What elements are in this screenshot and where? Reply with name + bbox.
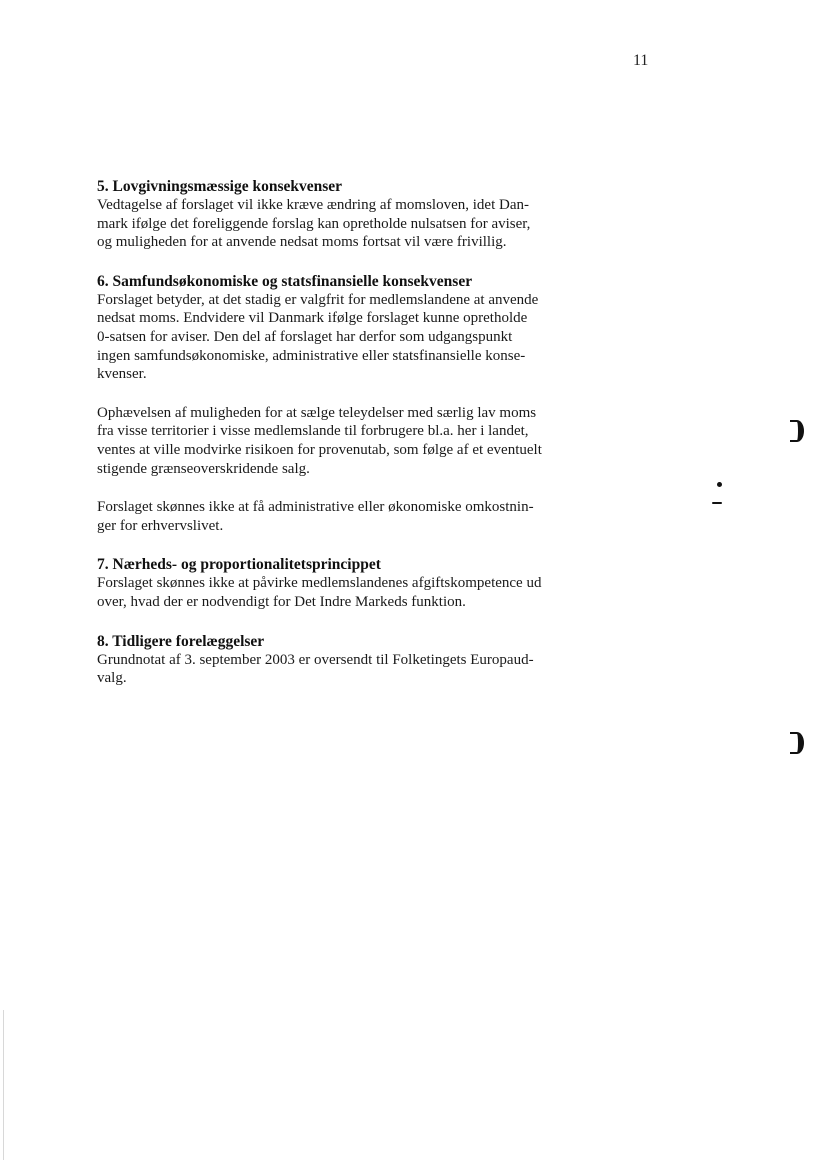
text-line: Forslaget betyder, at det stadig er valgfrit for medlemslandene at anvende xyxy=(97,291,539,308)
paragraph-telecom-services xyxy=(97,404,627,478)
punch-hole-mark-upper xyxy=(790,420,804,442)
text-line: valg. xyxy=(97,670,127,687)
scan-dot-mark xyxy=(717,482,722,487)
section-text xyxy=(97,291,627,384)
section-legislative-consequences xyxy=(97,177,627,252)
text-line: fra visse territorier i visse medlemslande til forbrugere bl.a. her i landet, xyxy=(97,423,529,440)
section-subsidiarity xyxy=(97,555,627,611)
paragraph-text xyxy=(97,498,627,535)
section-heading: 6. Samfundsøkonomiske og statsfinansielle konsekvenser xyxy=(97,272,473,290)
text-line: Ophævelsen af muligheden for at sælge teleydelser med særlig lav moms xyxy=(97,404,537,421)
section-previous-submissions xyxy=(97,632,627,688)
text-line: over, hvad der er nodvendigt for Det Indre Markeds funktion. xyxy=(97,593,466,610)
text-line: 0-satsen for aviser. Den del af forslaget har derfor som udgangspunkt xyxy=(97,328,513,345)
text-line: ger for erhvervslivet. xyxy=(97,517,224,534)
text-line: Forslaget skønnes ikke at få administrative eller økonomiske omkostnin- xyxy=(97,499,534,516)
text-line: Forslaget skønnes ikke at påvirke medlemslandenes afgiftskompetence ud xyxy=(97,575,542,592)
document-body xyxy=(97,177,627,708)
text-line: Grundnotat af 3. september 2003 er oversendt til Folketingets Europaud- xyxy=(97,651,534,668)
text-line: ingen samfundsøkonomiske, administrative eller statsfinansielle konse- xyxy=(97,347,526,364)
paragraph-business-costs xyxy=(97,498,627,535)
scan-dash-mark xyxy=(712,502,722,504)
text-line: mark ifølge det foreliggende forslag kan opretholde nulsatsen for aviser, xyxy=(97,215,531,232)
paragraph-text xyxy=(97,404,627,478)
section-heading: 5. Lovgivningsmæssige konsekvenser xyxy=(97,178,343,195)
page-edge-line xyxy=(3,1010,4,1160)
section-heading: 7. Nærheds- og proportionalitetsprincippet xyxy=(97,556,381,574)
punch-hole-mark-lower xyxy=(790,732,804,754)
text-line: Vedtagelse af forslaget vil ikke kræve ændring af momsloven, idet Dan- xyxy=(97,197,529,213)
text-line: ventes at ville modvirke risikoen for provenutab, som følge af et eventuelt xyxy=(97,441,542,458)
page-number: 11 xyxy=(633,52,649,69)
text-line: kvenser. xyxy=(97,366,147,383)
section-heading: 8. Tidligere forelæggelser xyxy=(97,632,265,650)
section-economic-consequences xyxy=(97,272,627,384)
section-text xyxy=(97,651,627,688)
text-line: og muligheden for at anvende nedsat moms fortsat vil være frivillig. xyxy=(97,234,507,251)
section-text xyxy=(97,574,627,611)
text-line: nedsat moms. Endvidere vil Danmark ifølge forslaget kunne opretholde xyxy=(97,310,528,327)
section-text xyxy=(97,196,627,252)
text-line: stigende grænseoverskridende salg. xyxy=(97,460,310,477)
